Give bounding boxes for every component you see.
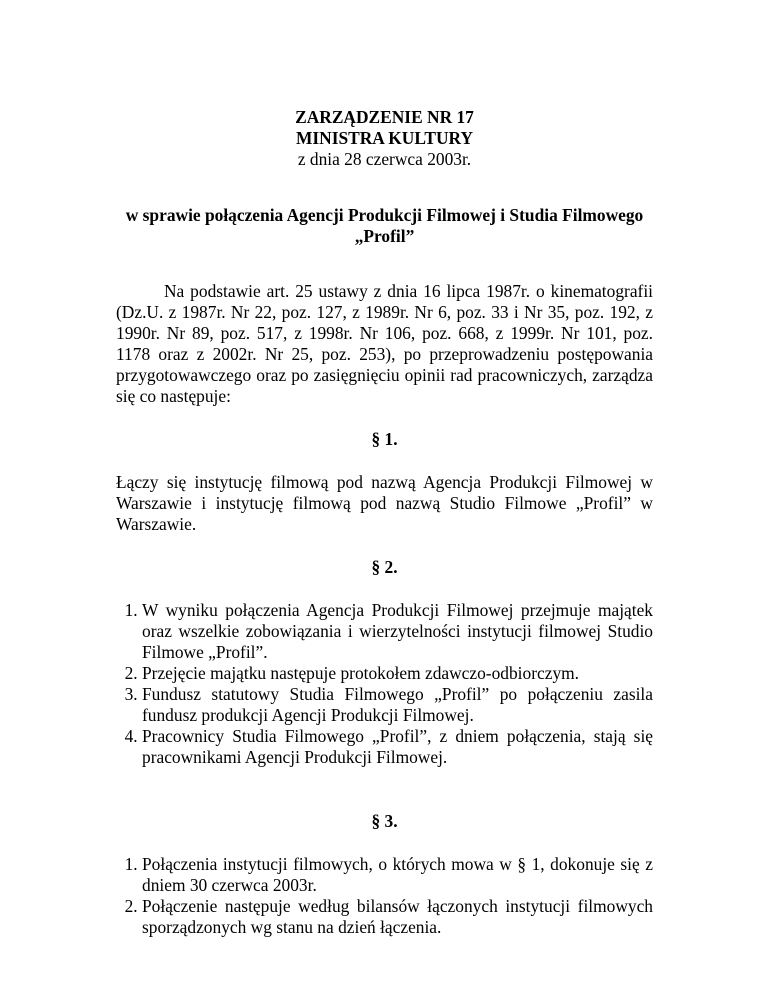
document-title-block (116, 107, 653, 170)
issuer-title: MINISTRA KULTURY (295, 128, 474, 148)
subject-line-1: w sprawie połączenia Agencji Produkcji Filmowej i Studia Filmowego (125, 205, 644, 225)
preamble-paragraph: Na podstawie art. 25 ustawy z dnia 16 lipca 1987r. o kinematografii (Dz.U. z 1987r. Nr 22, poz. 127, z 1989r. Nr 6, poz. 33 i Nr 35, poz. 192, z 1990r. Nr 89, poz. 517, z 1998r. Nr 106, poz. 668, z 1999r. Nr 101, poz. 1178 oraz z 2002r. Nr 25, poz. 253), po przeprowadzeniu postępowania przygotowawczego oraz po zasięgnięciu opinii rad pracowniczych, zarządza się co następuje: (116, 281, 653, 406)
list-item: 4. Pracownicy Studia Filmowego „Profil”, z dniem połączenia, stają się pracownikami Agencji Produkcji Filmowej. (142, 726, 653, 768)
document-title: ZARZĄDZENIE NR 17 (295, 107, 474, 127)
list-item: 3. Fundusz statutowy Studia Filmowego „Profil” po połączeniu zasila fundusz produkcji Agencji Produkcji Filmowej. (142, 684, 653, 726)
document-page (116, 0, 653, 938)
list-item: 2. Przejęcie majątku następuje protokołem zdawczo-odbiorczym. (142, 663, 653, 684)
list-item: 1. Połączenia instytucji filmowych, o których mowa w § 1, dokonuje się z dniem 30 czerwca 2003r. (142, 854, 653, 896)
section-3-list (116, 854, 653, 938)
section-2-heading: § 2. (371, 557, 398, 577)
subject-line-2: „Profil” (354, 226, 415, 246)
section-3-heading: § 3. (371, 811, 398, 831)
section-1-text: Łączy się instytucję filmową pod nazwą Agencja Produkcji Filmowej w Warszawie i instytucję filmową pod nazwą Studio Filmowe „Profil” w Warszawie. (116, 472, 653, 534)
list-item: 2. Połączenie następuje według bilansów łączonych instytucji filmowych sporządzonych wg stanu na dzień łączenia. (142, 896, 653, 938)
document-subject (116, 205, 653, 247)
section-1-heading: § 1. (371, 429, 398, 449)
document-date: z dnia 28 czerwca 2003r. (297, 149, 472, 169)
section-2-list (116, 600, 653, 768)
list-item: 1. W wyniku połączenia Agencja Produkcji Filmowej przejmuje majątek oraz wszelkie zobowiązania i wierzytelności instytucji filmowej Studio Filmowe „Profil”. (142, 600, 653, 663)
